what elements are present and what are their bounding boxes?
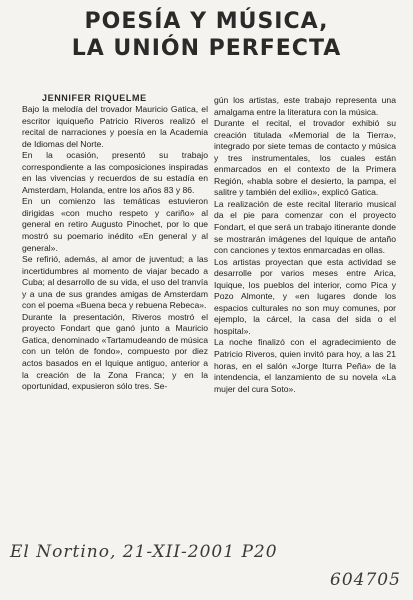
article-column-2 — [214, 95, 396, 395]
article-column-1 — [22, 104, 208, 393]
handwritten-source-note: El Nortino, 21-XII-2001 P20 — [10, 542, 278, 562]
paragraph: Los artistas proyectan que esta actividad se desarrolle por varios meses entre Arica, Iquique, los pueblos del interior, como Pica y Pozo Almonte, y «en lugares donde los espacios culturales no son muy comunes, por ejemplo, la cárcel, la casa del sida o el hospital». — [214, 256, 396, 336]
paragraph: En la ocasión, presentó su trabajo correspondiente a las composiciones inspiradas en las vivencias y recuerdos de su estadía en Amsterdam, Holanda, entre los años 83 y 86. — [22, 150, 208, 195]
paragraph: Bajo la melodía del trovador Mauricio Gatica, el escritor iquiqueño Patricio Riveros realizó el recital de narraciones y poesía en la Academia de Idiomas del Norte. — [22, 104, 208, 149]
headline — [0, 8, 413, 62]
paragraph: La realización de este recital literario musical da el pie para comenzar con el proyecto Fondart, el que será un trabajo itinerante donde se mostrarán imágenes del Iquique de antaño con canciones y textos enmarcadas en ollas. — [214, 198, 396, 256]
paragraph: Durante el recital, el trovador exhibió su creación titulada «Memorial de la Tierra», integrado por siete temas de contacto y música y tres instrumentales, los cuales están enmarcados en el contexto de la Primera Región, «habla sobre el desierto, la pampa, el salitre y también del exilio», explicó Gatica. — [214, 118, 396, 198]
headline-line-2: LA UNIÓN PERFECTA — [71, 36, 342, 61]
handwritten-archive-code: 604705 — [330, 570, 401, 590]
byline: JENNIFER RIQUELME — [42, 93, 147, 103]
paragraph: En un comienzo las temáticas estuvieron dirigidas «con mucho respeto y cariño» al general en retiro Augusto Pinochet, por lo que mostró su poemario inédito «En general y al general». — [22, 196, 208, 253]
paragraph: La noche finalizó con el agradecimiento de Patricio Riveros, quien invitó para hoy, a las 21 horas, en el salón «Jorge Iturra Peña» de la intendencia, el lanzamiento de su novela «La mujer del cura Soto». — [214, 337, 396, 394]
paragraph: Durante la presentación, Riveros mostró el proyecto Fondart que ganó junto a Mauricio Gatica, denominado «Tartamudeando de música con un telón de fondo», compuesto por diez actos basados en el Iquique antiguo, anterior a la creación de la Zona Franca; y en la oportunidad, expusieron sólo tres. Se- — [22, 311, 208, 392]
paragraph: Se refirió, además, al amor de juventud; a las incertidumbres al momento de viajar becado a Cuba; al desarrollo de su vida, el uso del tranvía y a una de sus grandes amigas de Amsterdam con el poema «Buena beca y rebuena Rebeca». — [22, 254, 208, 311]
headline-line-1: POESÍA Y MÚSICA, — [84, 9, 329, 34]
paragraph: gún los artistas, este trabajo representa una amalgama entre la literatura con la música. — [214, 95, 396, 117]
